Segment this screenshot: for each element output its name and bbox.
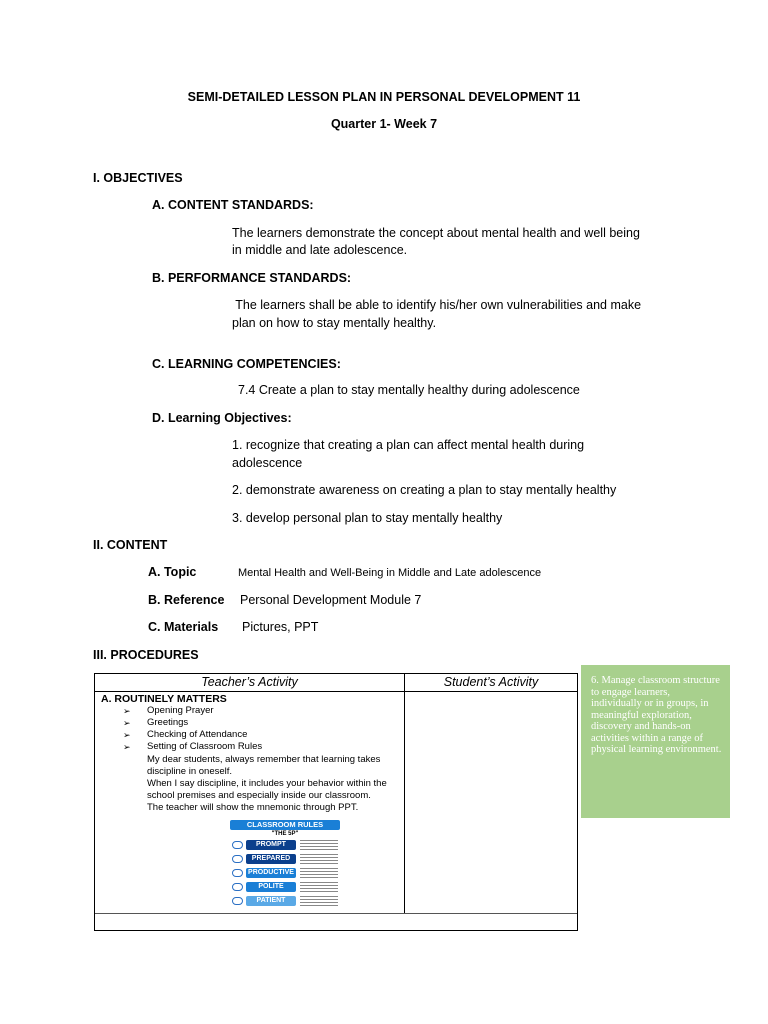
paragraph-line: school premises and especially inside our classroom. [147,790,371,801]
rule-description-lines [300,868,338,878]
table-bottom-rule [95,913,577,914]
rule-description-lines [300,882,338,892]
materials-value: Pictures, PPT [242,620,319,634]
arrow-bullet-icon: ➢ [123,706,131,716]
objective-1-line1: 1. recognize that creating a plan can affect mental health during [232,438,585,452]
arrow-bullet-icon: ➢ [123,718,131,728]
paragraph-line: discipline in oneself. [147,766,233,777]
performance-standards-line1: The learners shall be able to identify his/her own vulnerabilities and make [232,298,642,312]
paragraph-line: My dear students, always remember that learning takes [147,754,381,765]
arrow-bullet-icon: ➢ [123,730,131,740]
routinely-matters-heading: A. ROUTINELY MATTERS [101,693,227,705]
procedures-heading: III. PROCEDURES [93,648,199,662]
rule-patient: PATIENT [246,896,296,906]
learning-objectives-heading: D. Learning Objectives: [152,411,292,425]
objective-3: 3. develop personal plan to stay mentally healthy [232,511,503,525]
objectives-heading: I. OBJECTIVES [93,171,183,185]
classroom-rules-graphic [230,820,340,912]
note-text: 6. Manage classroom structure to engage learners, individually or in groups, in meaningful exploration, discovery and hands-on activities within a range of physical learning environment. [591,675,722,755]
list-item: Setting of Classroom Rules [147,741,263,752]
objective-1-line2: adolescence [232,456,303,470]
rule-description-lines [300,840,338,850]
ppst-indicator-note [581,665,730,818]
paragraph-line: The teacher will show the mnemonic through PPT. [147,802,359,813]
rule-description-lines [300,854,338,864]
content-standards-line2: in middle and late adolescence. [232,243,408,257]
materials-label: C. Materials [148,620,219,634]
performance-standards-line2: plan on how to stay mentally healthy. [232,316,437,330]
books-icon [232,855,243,863]
content-standards-line1: The learners demonstrate the concept about mental health and well being [232,226,640,240]
procedures-table [94,673,578,931]
objective-2: 2. demonstrate awareness on creating a plan to stay mentally healthy [232,483,617,497]
teacher-activity-header: Teacher’s Activity [95,674,405,691]
topic-label: A. Topic [148,565,197,579]
list-item: Opening Prayer [147,705,214,716]
handshake-icon [232,883,243,891]
content-heading: II. CONTENT [93,538,168,552]
document-title: SEMI-DETAILED LESSON PLAN IN PERSONAL DEVELOPMENT 11 [187,90,581,104]
rule-polite: POLITE [246,882,296,892]
gear-icon [232,869,243,877]
quarter-subtitle: Quarter 1- Week 7 [330,117,438,131]
paragraph-line: When I say discipline, it includes your behavior within the [147,778,387,789]
table-header-row [95,674,577,692]
discipline-paragraph [147,754,402,814]
list-item: Greetings [147,717,189,728]
reference-value: Personal Development Module 7 [240,593,422,607]
reference-label: B. Reference [148,593,225,607]
patience-icon [232,897,243,905]
column-divider [404,691,405,913]
classroom-rules-banner: CLASSROOM RULES [230,820,340,830]
list-item: Checking of Attendance [147,729,248,740]
rules-subtitle: "THE 5P" [271,831,299,837]
competencies-heading: C. LEARNING COMPETENCIES: [152,357,341,371]
arrow-bullet-icon: ➢ [123,742,131,752]
content-standards-heading: A. CONTENT STANDARDS: [152,198,314,212]
student-activity-header: Student’s Activity [443,675,539,689]
clock-icon [232,841,243,849]
rule-description-lines [300,896,338,906]
competency-text: 7.4 Create a plan to stay mentally healthy during adolescence [238,383,580,397]
rule-prepared: PREPARED [246,854,296,864]
topic-value: Mental Health and Well-Being in Middle and Late adolescence [238,567,542,579]
performance-standards-heading: B. PERFORMANCE STANDARDS: [152,271,352,285]
rule-productive: PRODUCTIVE [246,868,296,878]
rule-prompt: PROMPT [246,840,296,850]
